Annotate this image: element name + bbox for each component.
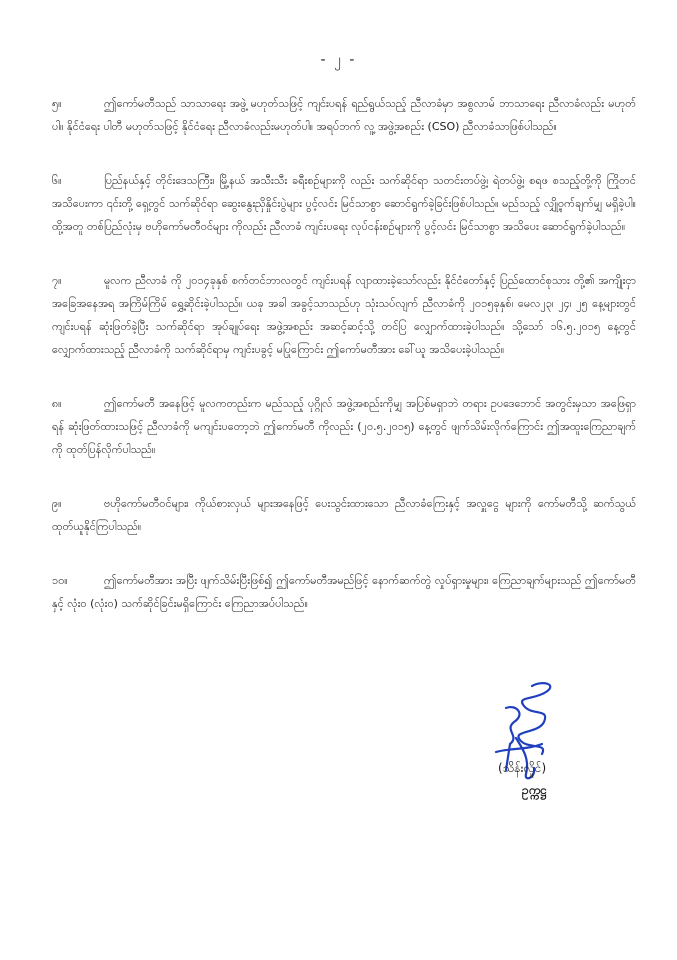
paragraph-text: မူလက ညီလာခံ ကို ၂၀၁၄ခုနှစ် စက်တင်ဘာလတွင် ကျင်းပရန် လျာထားခဲ့သော်လည်း နိုင်ငံတော်နှင့် ပြည်ထောင်စုသား တို့၏ အကျိုးငှာ အခြေအနေအရ အကြိမ်ကြိမ် ရွှေ့ဆိုင်းခဲ့ပါသည်။ ယခု အခါ အခွင့်သာသည်ဟု သုံးသပ်လျက် ညီလာခံကို ၂၀၁၅ခုနှစ်၊ မေလ၂၃၊ ၂၄၊ ၂၅ နေ့များတွင် ကျင်းပရန် ဆုံးဖြတ်ခဲ့ပြီး သက်ဆိုင်ရာ အုပ်ချုပ်ရေး အဖွဲ့အစည်း အဆင့်ဆင့်သို့ တင်ပြ လျှောက်ထားခဲ့ပါသည်။ သို့သော် ၁၆.၅.၂၀၁၅ နေ့တွင် လျှောက်ထားသည့် ညီလာခံကို သက်ဆိုင်ရာမှ ကျင်းပခွင့် မပြုကြောင်း ဤကော်မတီအား ခေါ်ယူ အသိပေးခဲ့ပါသည်။ — [52, 274, 636, 356]
paragraph-7 — [52, 269, 636, 361]
paragraph-number: ၇။ — [52, 274, 62, 287]
paragraph-text: ပြည်နယ်နှင့် တိုင်းဒေသကြီး၊ မြို့နယ် အသီးသီး ခရီးစဉ်များကို လည်း သက်ဆိုင်ရာ သတင်းတပ်ဖွဲ့၊ ရဲတပ်ဖွဲ့၊ စရဖ စသည့်တို့ကို ကြိုတင် အသိပေးကာ ၎င်းတို့ ရှေ့တွင် သက်ဆိုင်ရာ ဆွေးနွေးညှိနှိုင်းပွဲများ ပွင့်လင်း မြင်သာစွာ ဆောင်ရွက်ခဲ့ခြင်းဖြစ်ပါသည်။ မည်သည့် လျှို့ဝှက်ချက်မျှ မရှိခဲ့ပါ။ ထို့အတူ တစ်ပြည်လုံးမှ ဗဟိုကော်မတီဝင်များ ကိုလည်း ညီလာခံ ကျင်းပရေး လုပ်ငန်းစဉ်များကို ပွင့်လင်း မြင်သာစွာ အသိပေး ဆောင်ရွက်ခဲ့ပါသည်။ — [52, 174, 636, 233]
paragraph-text: ဤကော်မတီသည် သာသာရေး အဖွဲ့ မဟုတ်သဖြင့် ကျင်းပရန် ရည်ရွယ်သည့် ညီလာခံမှာ အစွလာမ် ဘာသာရေး ညီလာခံလည်း မဟုတ်ပါ။ နိုင်ငံရေး ပါတီ မဟုတ်သဖြင့် နိုင်ငံရေး ညီလာခံလည်းမဟုတ်ပါ။ အရပ်ဘက် လူ့ အဖွဲ့အစည်း (CSO) ညီလာခံသာဖြစ်ပါသည်။ — [52, 97, 636, 133]
paragraph-6 — [52, 169, 636, 238]
signer-name: (သိန်းလှိုင်) — [498, 761, 547, 775]
paragraph-8 — [52, 392, 636, 461]
paragraph-10 — [52, 569, 636, 615]
page-number: - ၂ - — [320, 52, 357, 68]
signature-block — [486, 678, 616, 828]
paragraph-text: ဗဟိုကော်မတီဝင်များ၊ ကိုယ်စားလှယ် များအနေဖြင့် ပေးသွင်းထားသော ညီလာခံကြေးနှင့် အလှူငွေ များကို ကော်မတီသို့ ဆက်သွယ်ထုတ်ယူနိုင်ကြပါသည်။ — [52, 497, 636, 533]
paragraph-9 — [52, 492, 636, 538]
paragraph-text: ဤကော်မတီအား အပြီး ဖျက်သိမ်းပြီးဖြစ်၍ ဤကော်မတီအမည်ဖြင့် နောက်ဆက်တွဲ လှုပ်ရှားမှုများ၊ ကြေညာချက်များသည် ဤကော်မတီနှင့် လုံး၀ (လုံးဝ) သက်ဆိုင်ခြင်းမရှိကြောင်း ကြေညာအပ်ပါသည်။ — [52, 574, 636, 610]
paragraph-5 — [52, 92, 636, 138]
paragraph-number: ၆။ — [52, 174, 62, 187]
signer-title: ဥက္ကဋ္ဌ — [522, 783, 547, 797]
paragraph-number: ၈။ — [52, 397, 62, 410]
paragraph-number: ၅။ — [52, 97, 62, 110]
paragraph-number: ၁၀။ — [52, 574, 68, 587]
paragraph-text: ဤကော်မတီ အနေဖြင့် မူလကတည်းက မည်သည့် ပုဂ္ဂိုလ် အဖွဲ့အစည်းကိုမျှ အပြစ်မရှာဘဲ တရား ဥပဒေဘောင် အတွင်းမှသာ အဖြေရှာရန် ဆုံးဖြတ်ထားသဖြင့် ညီလာခံကို မကျင်းပတော့ဘဲ ဤကော်မတီ ကိုလည်း (၂၀.၅.၂၀၁၅) နေ့တွင် ဖျက်သိမ်းလိုက်ကြောင်း ဤအထူးကြေညာချက် ကို ထုတ်ပြန်လိုက်ပါသည်။ — [52, 397, 636, 456]
paragraph-number: ၉။ — [52, 497, 62, 510]
document-body — [52, 92, 636, 646]
